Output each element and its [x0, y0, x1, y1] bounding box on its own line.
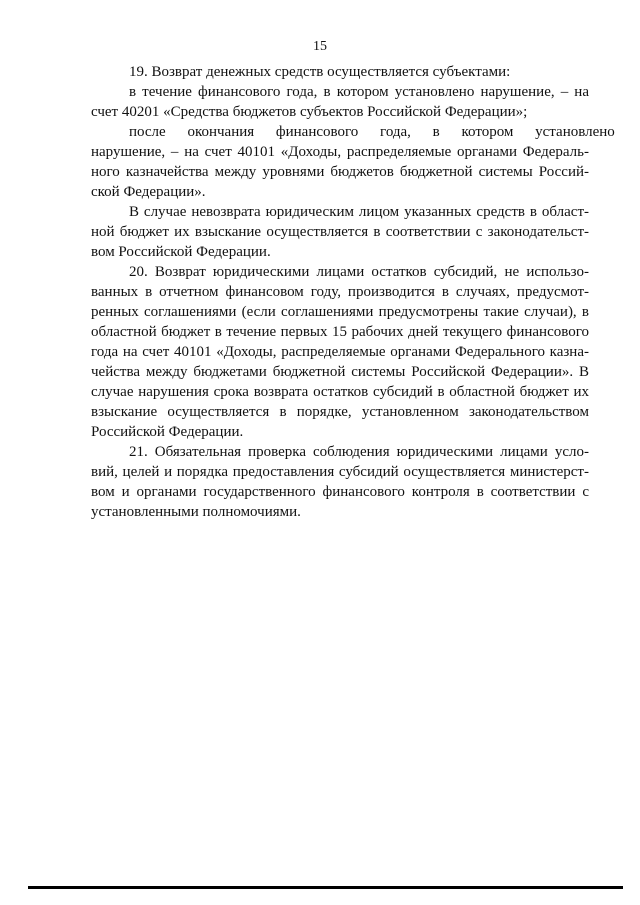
- paragraph-19-line-5: нарушение, – на счет 40101 «Доходы, распределяемые органами Федераль-: [91, 144, 589, 160]
- paragraph-21-line-3: вом и органами государственного финансового контроля в соответствии с: [91, 484, 589, 500]
- paragraph-20-line-6: чейства между бюджетами бюджетной системы Российской Федерации». В: [91, 364, 589, 380]
- paragraph-nonreturn-line-1: В случае невозврата юридическим лицом указанных средств в област-: [129, 204, 589, 220]
- page-number: 15: [313, 39, 327, 54]
- paragraph-nonreturn-line-2: ной бюджет их взыскание осуществляется в соответствии с законодательст-: [91, 224, 589, 240]
- paragraph-19-line-4: после окончания финансового года, в котором установлено: [129, 124, 615, 140]
- paragraph-21-line-4: установленными полномочиями.: [91, 504, 301, 520]
- paragraph-19-line-1: 19. Возврат денежных средств осуществляется субъектами:: [129, 64, 511, 80]
- paragraph-20-line-8: взыскание осуществляется в порядке, установленном законодательством: [91, 404, 589, 420]
- document-body: [91, 62, 615, 522]
- paragraph-19-line-6: ного казначейства между уровнями бюджетов бюджетной системы Россий-: [91, 164, 589, 180]
- paragraph-19-line-7: ской Федерации».: [91, 184, 206, 200]
- paragraph-21-line-2: вий, целей и порядка предоставления субсидий осуществляется министерст-: [91, 464, 589, 480]
- paragraph-nonreturn-line-3: вом Российской Федерации.: [91, 244, 271, 260]
- paragraph-20-line-5: года на счет 40101 «Доходы, распределяемые органами Федерального казна-: [91, 344, 589, 360]
- paragraph-19-line-2: в течение финансового года, в котором установлено нарушение, – на: [129, 84, 589, 100]
- paragraph-20-line-4: областной бюджет в течение первых 15 рабочих дней текущего финансового: [91, 324, 589, 340]
- bottom-rule: [28, 886, 623, 889]
- paragraph-20-line-9: Российской Федерации.: [91, 424, 244, 440]
- paragraph-19-line-3: счет 40201 «Средства бюджетов субъектов Российской Федерации»;: [91, 104, 528, 120]
- paragraph-20-line-2: ванных в отчетном финансовом году, производится в случаях, предусмот-: [91, 284, 589, 300]
- paragraph-20-line-3: ренных соглашениями (если соглашениями предусмотрены такие случаи), в: [91, 304, 589, 320]
- paragraph-20-line-1: 20. Возврат юридическими лицами остатков субсидий, не использо-: [129, 264, 589, 280]
- paragraph-21-line-1: 21. Обязательная проверка соблюдения юридическими лицами усло-: [129, 444, 589, 460]
- paragraph-20-line-7: случае нарушения срока возврата остатков субсидий в областной бюджет их: [91, 384, 589, 400]
